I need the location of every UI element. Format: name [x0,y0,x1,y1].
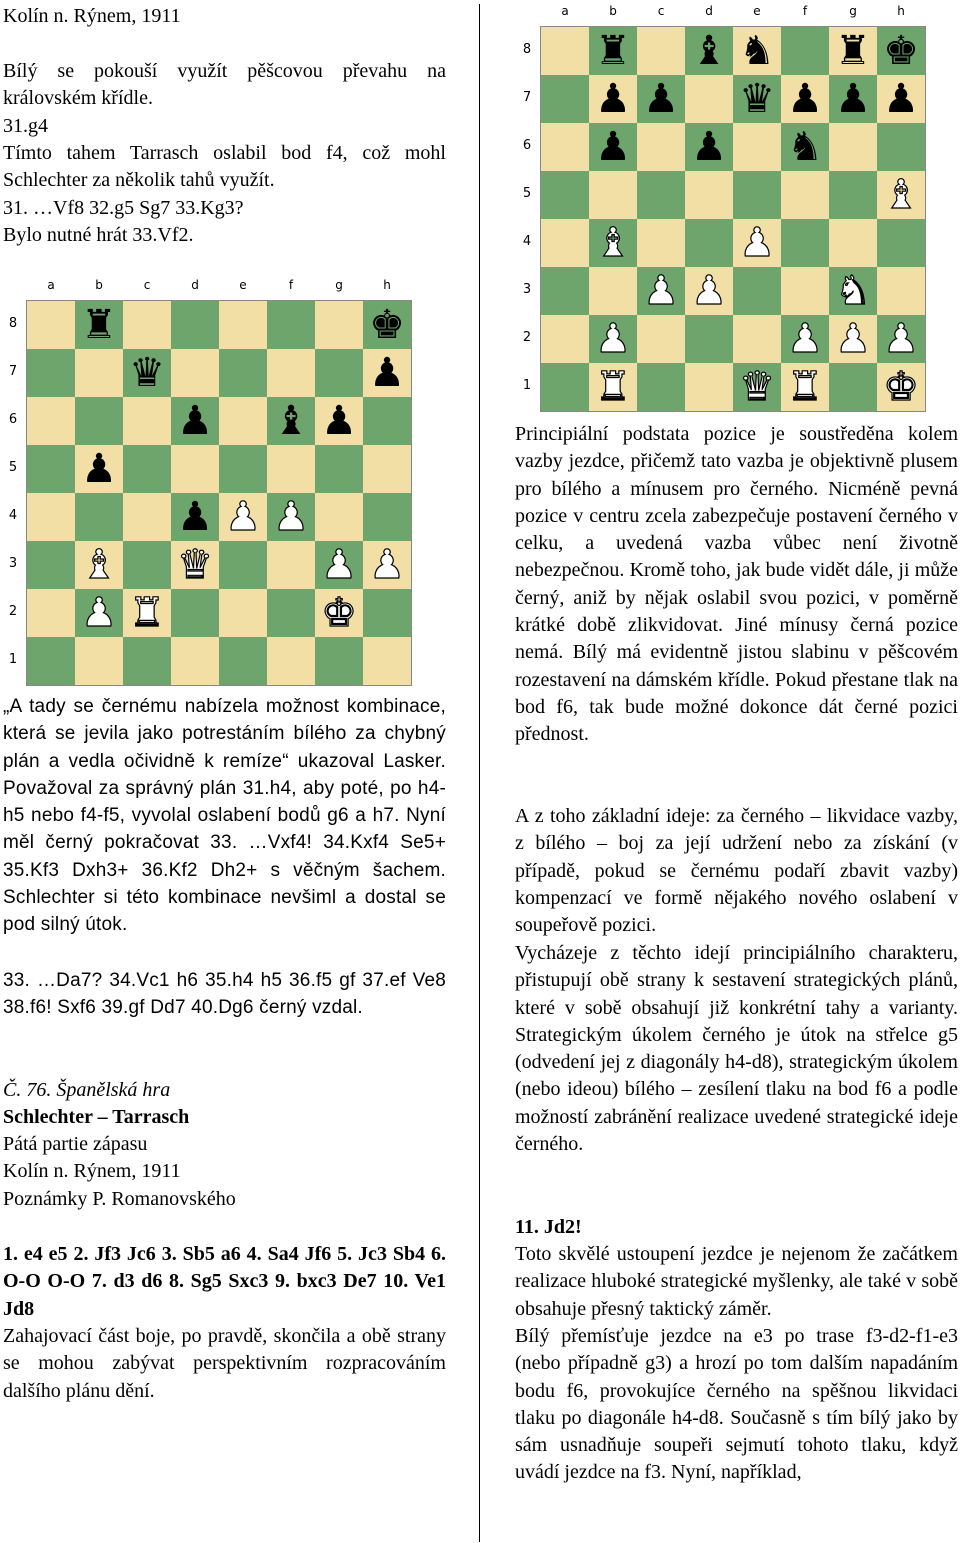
board-square [877,267,925,315]
black-rook-icon: ♜ [835,28,871,74]
file-label: h [897,4,905,18]
board-square [171,397,219,445]
board-square [685,75,733,123]
rank-label: 7 [522,90,532,105]
venue-line: Kolín n. Rýnem, 1911 [3,5,181,27]
board-square [781,27,829,75]
comment-text: Tímto tahem Tarrasch oslabil bod f4, což mohl Schlechter za několik tahů využít. [3,142,446,192]
board-square [829,27,877,75]
board-square [27,397,75,445]
lasker-quote: „A tady se černému nabízela možnost kombinace, která se jevila jako potrestáním bílého za chybný plán a vedla očividně k remíze“ ukazoval Lasker. Považoval za správný plán 31.h4, aby poté, po h4-h5 nebo f4-f5, vyvolal oslabení bodů g6 a h7. Nyní měl černý pokračovat 33. …Vxf4! 34.Kxf4 Se5+ 35.Kf3 Dxh3+ 36.Kf2 Dh2+ s věčným šachem. Schlechter si této kombinace nevšiml a dostal se pod silný útok. [3,696,446,936]
file-label: g [335,278,343,292]
white-pawn-icon: ♟ [691,268,727,314]
rank-label: 7 [8,364,18,379]
white-pawn-icon: ♟ [369,542,405,588]
black-pawn-icon: ♟ [787,76,823,122]
board-square [685,27,733,75]
file-label: b [609,4,617,18]
black-pawn-icon: ♟ [595,124,631,170]
board-square [363,349,411,397]
board-square [637,219,685,267]
file-label: e [753,4,761,18]
white-rook-icon: ♜ [787,364,823,410]
board-square [589,123,637,171]
board-square [781,171,829,219]
board-square [219,541,267,589]
paragraph-1: Principiální podstata pozice je soustředěna kolem vazby jezdce, přičemž tato vazba je objektivně plusem pro bílého a mínusem pro černého. Nicméně pevná pozice v centru zcela zabezpečuje postavení černého v celku, a uvedená vazba vůbec není životně nebezpečnou. Kromě toho, jak bude vidět dále, ji může černý, aniž by nějak oslabil svou pozici, v poměrně krátké době zlikvidovat. Jiné mínusy černá pozice nemá. Bílý má evidentně jistou slabinu v pěšcovém rozestavení na dámském křídle. Pokud přestane tlak na bod f6, tak bude možné dokonce dát černé pozici přednost. [515,423,958,746]
board-square [637,363,685,411]
board-square [733,219,781,267]
board-square [315,541,363,589]
game-title: Č. 76. Španělská hra [3,1079,171,1101]
rank-label: 8 [522,42,532,57]
black-king-icon: ♚ [883,28,919,74]
move-11: 11. Jd2! [515,1216,582,1238]
white-pawn-icon: ♟ [787,316,823,362]
board-square [75,589,123,637]
board-square [171,349,219,397]
white-pawn-icon: ♟ [835,316,871,362]
board-square [637,171,685,219]
black-pawn-icon: ♟ [369,350,405,396]
board-square [315,493,363,541]
white-bishop-icon: ♝ [883,172,919,218]
paragraph-5: Bílý přemísťuje jezdce na e3 po trase f3-d2-f1-e3 (nebo případně g3) a hrozí po tom dalším napadáním bodu f6, provokujíce černého na spěšnou likvidaci tlaku po diagonále h4-d8. Současně s tím bílý jako by sám usnadňuje soupeři sejmutí tohoto tlaku, když uvádí jezdce na f3. Nyní, například, [515,1325,958,1484]
rank-label: 1 [522,378,532,393]
white-rook-icon: ♜ [129,590,165,636]
file-label: f [802,4,808,18]
black-pawn-icon: ♟ [321,398,357,444]
file-label: d [191,278,199,292]
board-square [315,301,363,349]
board-square [781,219,829,267]
black-queen-icon: ♛ [739,76,775,122]
black-rook-icon: ♜ [81,302,117,348]
white-rook-icon: ♜ [595,364,631,410]
file-label: h [383,278,391,292]
board-square [733,363,781,411]
board-square [75,301,123,349]
board-square [315,397,363,445]
board-square [267,397,315,445]
rank-label: 2 [8,604,18,619]
board-square [733,75,781,123]
board-square [829,171,877,219]
board-square [171,637,219,685]
board-square [363,301,411,349]
board-square [27,541,75,589]
board-square [363,493,411,541]
board-square [171,445,219,493]
board-grid [540,26,926,412]
board-square [123,445,171,493]
rank-label: 4 [8,508,18,523]
board-square [541,267,589,315]
board-square [219,445,267,493]
board-square [267,589,315,637]
board-square [541,123,589,171]
board-square [733,123,781,171]
board-square [829,267,877,315]
white-king-icon: ♚ [883,364,919,410]
rank-label: 4 [522,234,532,249]
board-square [829,75,877,123]
board-square [123,589,171,637]
board-square [781,75,829,123]
board-square [877,363,925,411]
board-square [877,123,925,171]
notes-author: Poznámky P. Romanovského [3,1188,236,1210]
board-square [363,637,411,685]
board-square [75,349,123,397]
board-square [637,123,685,171]
board-square [685,171,733,219]
board-square [75,445,123,493]
black-knight-icon: ♞ [787,124,823,170]
black-pawn-icon: ♟ [643,76,679,122]
board-square [733,267,781,315]
board-square [267,445,315,493]
file-label: c [143,278,151,292]
rank-label: 3 [522,282,532,297]
rank-labels [3,302,23,688]
file-label: c [657,4,665,18]
board-square [267,493,315,541]
board-square [541,27,589,75]
file-labels [27,278,413,294]
board-square [123,637,171,685]
file-label: a [47,278,55,292]
board-square [589,75,637,123]
paragraph-2: A z toho základní ideje: za černého – likvidace vazby, z bílého – boj za její udržení nebo za získání (v případě, pokud se černému podaří zbavit vazby) kompenzací ve formě nějakého nového oslabení v soupeřově pozici. [515,805,958,937]
closing-text: Zahajovací část boje, po pravdě, skončila a obě strany se mohou zabývat perspektivním rozpracováním dalšího plánu dění. [3,1325,446,1402]
black-bishop-icon: ♝ [691,28,727,74]
line-text-1: 31. …Vf8 32.g5 Sg7 33.Kg3? [3,197,244,219]
board-square [781,123,829,171]
board-square [589,315,637,363]
white-pawn-icon: ♟ [81,590,117,636]
file-label: f [288,278,294,292]
black-pawn-icon: ♟ [835,76,871,122]
chess-diagram-1 [0,278,420,690]
black-knight-icon: ♞ [739,28,775,74]
file-label: e [239,278,247,292]
board-square [315,445,363,493]
white-king-icon: ♚ [321,590,357,636]
rank-label: 3 [8,556,18,571]
white-pawn-icon: ♟ [739,220,775,266]
rank-label: 5 [522,186,532,201]
black-pawn-icon: ♟ [81,446,117,492]
white-queen-icon: ♛ [177,542,213,588]
board-square [171,589,219,637]
opening-moves: 1. e4 e5 2. Jf3 Jc6 3. Sb5 a6 4. Sa4 Jf6 5. Jc3 Sb4 6. O-O O-O 7. d3 d6 8. Sg5 Sxc3 9. bxc3 De7 10. Ve1 Jd8 [3,1243,446,1320]
rank-labels [517,28,537,414]
board-square [541,315,589,363]
board-square [829,123,877,171]
black-pawn-icon: ♟ [883,76,919,122]
board-square [123,541,171,589]
board-square [27,637,75,685]
black-pawn-icon: ♟ [595,76,631,122]
board-square [219,493,267,541]
board-square [219,589,267,637]
board-square [685,123,733,171]
file-label: g [849,4,857,18]
board-square [219,301,267,349]
rank-label: 5 [8,460,18,475]
board-square [267,349,315,397]
board-square [171,541,219,589]
board-square [781,267,829,315]
board-square [829,315,877,363]
board-square [27,493,75,541]
board-square [75,541,123,589]
board-square [733,171,781,219]
black-pawn-icon: ♟ [177,398,213,444]
file-label: b [95,278,103,292]
white-queen-icon: ♛ [739,364,775,410]
board-square [171,493,219,541]
board-square [589,171,637,219]
file-labels [541,4,927,20]
venue-line-2: Kolín n. Rýnem, 1911 [3,1160,181,1182]
rank-label: 6 [522,138,532,153]
white-knight-icon: ♞ [835,268,871,314]
board-square [637,315,685,363]
board-square [27,589,75,637]
board-square [363,541,411,589]
board-square [541,363,589,411]
board-square [123,493,171,541]
board-square [123,397,171,445]
move-31: 31.g4 [3,115,48,137]
white-pawn-icon: ♟ [595,316,631,362]
board-square [123,349,171,397]
board-square [315,637,363,685]
board-square [219,637,267,685]
board-square [219,397,267,445]
black-pawn-icon: ♟ [691,124,727,170]
file-label: a [561,4,569,18]
board-square [171,301,219,349]
board-square [27,445,75,493]
board-square [829,363,877,411]
file-label: d [705,4,713,18]
board-square [877,27,925,75]
board-square [541,219,589,267]
chess-diagram-2 [514,4,934,416]
board-square [781,363,829,411]
white-pawn-icon: ♟ [643,268,679,314]
players: Schlechter – Tarrasch [3,1106,190,1128]
board-square [685,315,733,363]
black-pawn-icon: ♟ [177,494,213,540]
intro-text: Bílý se pokouší využít pěšcovou převahu na královském křídle. [3,60,446,110]
board-square [781,315,829,363]
board-square [685,267,733,315]
board-square [315,349,363,397]
rank-label: 1 [8,652,18,667]
white-bishop-icon: ♝ [81,542,117,588]
board-square [219,349,267,397]
board-square [267,637,315,685]
white-pawn-icon: ♟ [883,316,919,362]
board-square [27,349,75,397]
paragraph-3: Vycházeje z těchto idejí principiálního charakteru, přistupují obě strany k sestavení strategických plánů, které v sobě obsahují již konkrétní tahy a varianty. Strategickým úkolem černého je útok na střelce g5 (odvedení jej z diagonály h4-d8), strategickým úkolem (nebo ideou) bílého – zesílení tlaku na bod f6 a podle možností zabránění realizace uvedené strategické ideje černého. [515,942,958,1156]
board-square [877,75,925,123]
board-square [685,219,733,267]
board-square [877,171,925,219]
partie-line: Pátá partie zápasu [3,1133,148,1155]
board-square [27,301,75,349]
line-text-2: Bylo nutné hrát 33.Vf2. [3,224,194,246]
board-square [315,589,363,637]
board-square [589,267,637,315]
column-divider [479,4,480,1542]
board-square [637,75,685,123]
paragraph-4: Toto skvělé ustoupení jezdce je nejenom že začátkem realizace hluboké strategické myšlenky, ale také v sobě obsahuje přesný taktický záměr. [515,1243,958,1320]
board-square [75,493,123,541]
moves-text: 33. …Da7? 34.Vc1 h6 35.h4 h5 36.f5 gf 37.ef Ve8 38.f6! Sxf6 39.gf Dd7 40.Dg6 černý vzdal. [3,970,446,1019]
white-bishop-icon: ♝ [595,220,631,266]
white-pawn-icon: ♟ [321,542,357,588]
rank-label: 2 [522,330,532,345]
board-square [267,301,315,349]
rank-label: 6 [8,412,18,427]
board-square [75,397,123,445]
board-square [637,27,685,75]
board-square [123,301,171,349]
black-king-icon: ♚ [369,302,405,348]
white-pawn-icon: ♟ [225,494,261,540]
black-rook-icon: ♜ [595,28,631,74]
board-square [267,541,315,589]
board-square [877,219,925,267]
board-grid [26,300,412,686]
board-square [541,171,589,219]
board-square [589,27,637,75]
board-square [589,363,637,411]
board-square [733,27,781,75]
board-square [733,315,781,363]
board-square [685,363,733,411]
board-square [877,315,925,363]
board-square [589,219,637,267]
black-queen-icon: ♛ [129,350,165,396]
board-square [363,445,411,493]
board-square [363,397,411,445]
board-square [363,589,411,637]
black-bishop-icon: ♝ [273,398,309,444]
white-pawn-icon: ♟ [273,494,309,540]
board-square [637,267,685,315]
rank-label: 8 [8,316,18,331]
board-square [829,219,877,267]
board-square [541,75,589,123]
board-square [75,637,123,685]
